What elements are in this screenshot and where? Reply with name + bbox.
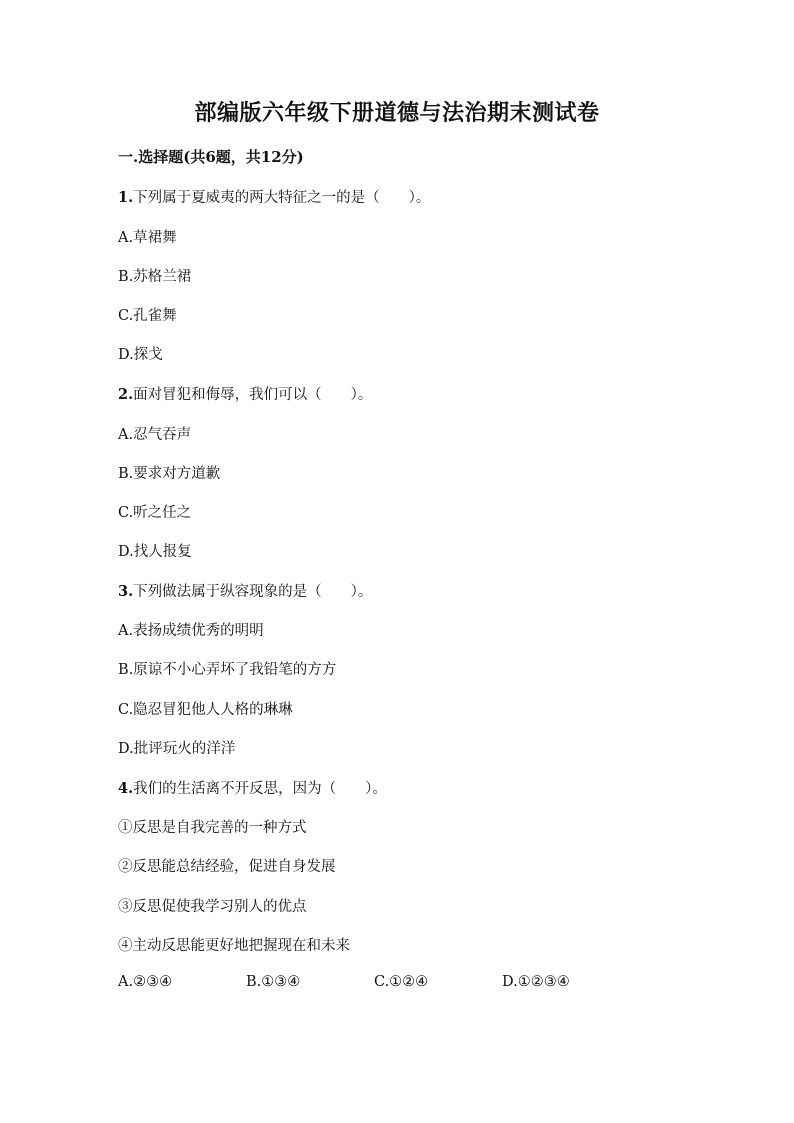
q2-option-c: C.听之任之 [118,505,192,521]
question-number: 1. [118,189,134,206]
q4-option-c: C.①②④ [374,974,429,990]
q2-option-d: D.找人报复 [118,544,192,560]
question-stem: 下列做法属于纵容现象的是（ ）。 [133,584,373,600]
q4-statement-2: ②反思能总结经验，促进自身发展 [118,859,336,875]
section-heading: 一.选择题(共6题，共12分) [118,148,304,166]
q3-option-c: C.隐忍冒犯他人人格的琳琳 [118,702,293,718]
q3-option-a: A.表扬成绩优秀的明明 [118,623,264,639]
q3-option-b: B.原谅不小心弄坏了我铅笔的方方 [118,662,337,678]
question-number: 4. [118,780,134,797]
q1-option-b: B.苏格兰裙 [118,269,192,285]
question-stem: 下列属于夏威夷的两大特征之一的是（ ）。 [133,190,431,206]
q1-option-c: C.孔雀舞 [118,308,177,324]
q4-option-d: D.①②③④ [502,974,570,990]
question-stem: 面对冒犯和侮辱，我们可以（ ）。 [133,387,373,403]
q2-option-a: A.忍气吞声 [118,427,192,443]
q4-option-a: A.②③④ [118,974,173,990]
question-number: 3. [118,583,134,600]
question-stem: 我们的生活离不开反思，因为（ ）。 [133,781,387,797]
question-2 [118,383,372,404]
q4-options-row [118,974,630,990]
question-4 [118,777,387,798]
question-1 [118,186,430,207]
q2-option-b: B.要求对方道歉 [118,466,221,482]
q1-option-a: A.草裙舞 [118,230,177,246]
question-3 [118,580,372,601]
question-number: 2. [118,386,134,403]
q4-statement-4: ④主动反思能更好地把握现在和未来 [118,938,350,954]
page-title: 部编版六年级下册道德与法治期末测试卷 [194,100,600,126]
q4-statement-1: ①反思是自我完善的一种方式 [118,820,307,836]
q4-option-b: B.①③④ [246,974,301,990]
q4-statement-3: ③反思促使我学习别人的优点 [118,899,307,915]
q3-option-d: D.批评玩火的洋洋 [118,741,236,757]
q1-option-d: D.探戈 [118,347,163,363]
